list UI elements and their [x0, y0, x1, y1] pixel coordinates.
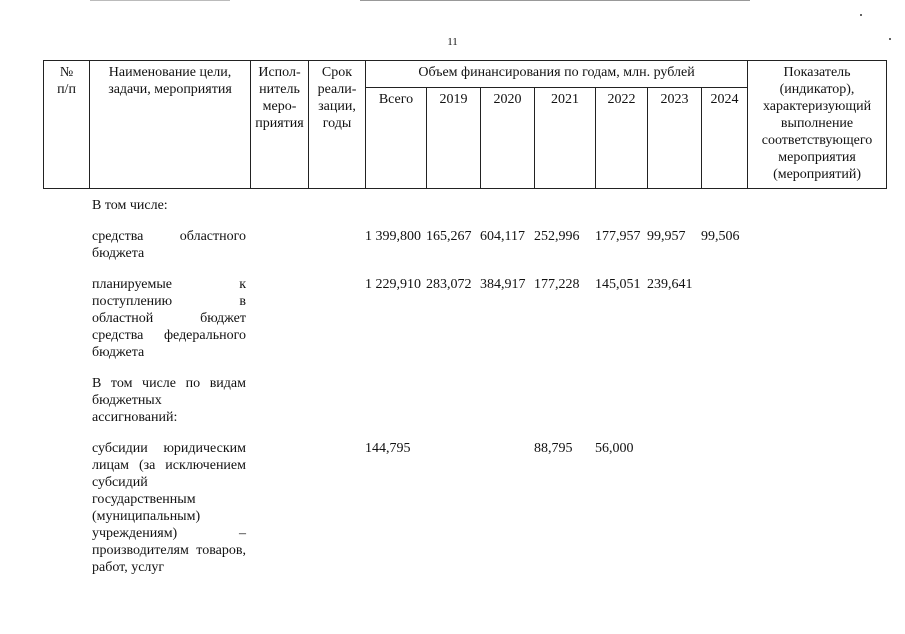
row-year-value — [595, 197, 647, 228]
cell-empty — [308, 276, 365, 375]
row-year-value — [595, 375, 647, 440]
row-year-value: 99,957 — [647, 229, 686, 244]
cell-empty — [250, 375, 308, 440]
cell-empty — [250, 440, 308, 590]
row-year-value — [480, 375, 534, 440]
table-row — [43, 375, 886, 440]
row-total — [365, 375, 426, 440]
cell-empty — [250, 228, 308, 276]
row-label: В том числе: — [92, 198, 168, 213]
cell-empty — [43, 228, 89, 276]
row-year-value — [426, 197, 480, 228]
row-label: В том числе по видам бюджетных ассигнований: — [92, 376, 246, 425]
row-year-value — [534, 375, 595, 440]
row-year-value: 145,051 — [595, 277, 641, 292]
row-year-value: 88,795 — [534, 441, 573, 456]
scan-speck — [860, 14, 862, 16]
row-year-value: 56,000 — [595, 441, 634, 456]
header-number: № п/п — [44, 61, 90, 189]
cell-empty — [308, 228, 365, 276]
cell-empty — [308, 375, 365, 440]
row-year-value: 239,641 — [647, 277, 693, 292]
header-funding: Объем финансирования по годам, млн. рублей — [366, 61, 748, 88]
cell-empty — [747, 197, 886, 228]
row-label: субсидии юридическим лицам (за исключением субсидий государственным (муниципальным) учреждениям) – производителям товаров, работ, услуг — [92, 441, 246, 575]
row-total: 1 229,910 — [365, 277, 421, 292]
table-header — [43, 60, 887, 189]
cell-empty — [308, 197, 365, 228]
cell-empty — [43, 276, 89, 375]
row-label: планируемые к поступлению в областной бюджет средства федерального бюджета — [92, 277, 246, 360]
header-year: 2021 — [535, 88, 596, 189]
header-total: Всего — [366, 88, 427, 189]
row-year-value — [426, 375, 480, 440]
cell-empty — [43, 375, 89, 440]
row-year-value — [701, 440, 747, 590]
cell-empty — [250, 276, 308, 375]
row-year-value — [647, 197, 701, 228]
header-year: 2024 — [702, 88, 748, 189]
row-year-value — [480, 197, 534, 228]
page-number: 11 — [447, 36, 458, 48]
row-label: средства областного бюджета — [92, 229, 246, 261]
row-year-value — [534, 197, 595, 228]
table-row — [43, 440, 886, 590]
scan-edge-mark — [90, 0, 230, 1]
row-year-value: 283,072 — [426, 277, 472, 292]
row-year-value — [701, 276, 747, 375]
cell-empty — [43, 440, 89, 590]
data-table — [43, 197, 886, 590]
table-row — [43, 197, 886, 228]
row-year-value — [480, 440, 534, 590]
cell-empty — [747, 375, 886, 440]
row-year-value: 604,117 — [480, 229, 525, 244]
scan-edge-line — [360, 0, 750, 1]
row-year-value: 384,917 — [480, 277, 526, 292]
row-year-value: 99,506 — [701, 229, 740, 244]
row-year-value: 252,996 — [534, 229, 580, 244]
header-name: Наименование цели, задачи, мероприятия — [90, 61, 251, 189]
header-executor: Испол-нитель меро-приятия — [251, 61, 309, 189]
header-year: 2023 — [648, 88, 702, 189]
cell-empty — [250, 197, 308, 228]
header-term: Срок реали-зации, годы — [309, 61, 366, 189]
row-year-value: 165,267 — [426, 229, 472, 244]
header-indicator: Показатель (индикатор), характеризующий выполнение соответствующего мероприятия (мероприятий) — [748, 61, 887, 189]
cell-empty — [43, 197, 89, 228]
row-year-value: 177,228 — [534, 277, 580, 292]
table-row — [43, 276, 886, 375]
header-year: 2020 — [481, 88, 535, 189]
cell-empty — [747, 228, 886, 276]
header-year: 2019 — [427, 88, 481, 189]
row-year-value — [647, 440, 701, 590]
header-year: 2022 — [596, 88, 648, 189]
row-year-value — [701, 375, 747, 440]
cell-empty — [308, 440, 365, 590]
row-year-value — [647, 375, 701, 440]
row-year-value: 177,957 — [595, 229, 641, 244]
row-year-value — [701, 197, 747, 228]
cell-empty — [747, 276, 886, 375]
row-total: 144,795 — [365, 441, 411, 456]
cell-empty — [747, 440, 886, 590]
row-total: 1 399,800 — [365, 229, 421, 244]
table-row — [43, 228, 886, 276]
row-year-value — [426, 440, 480, 590]
row-total — [365, 197, 426, 228]
